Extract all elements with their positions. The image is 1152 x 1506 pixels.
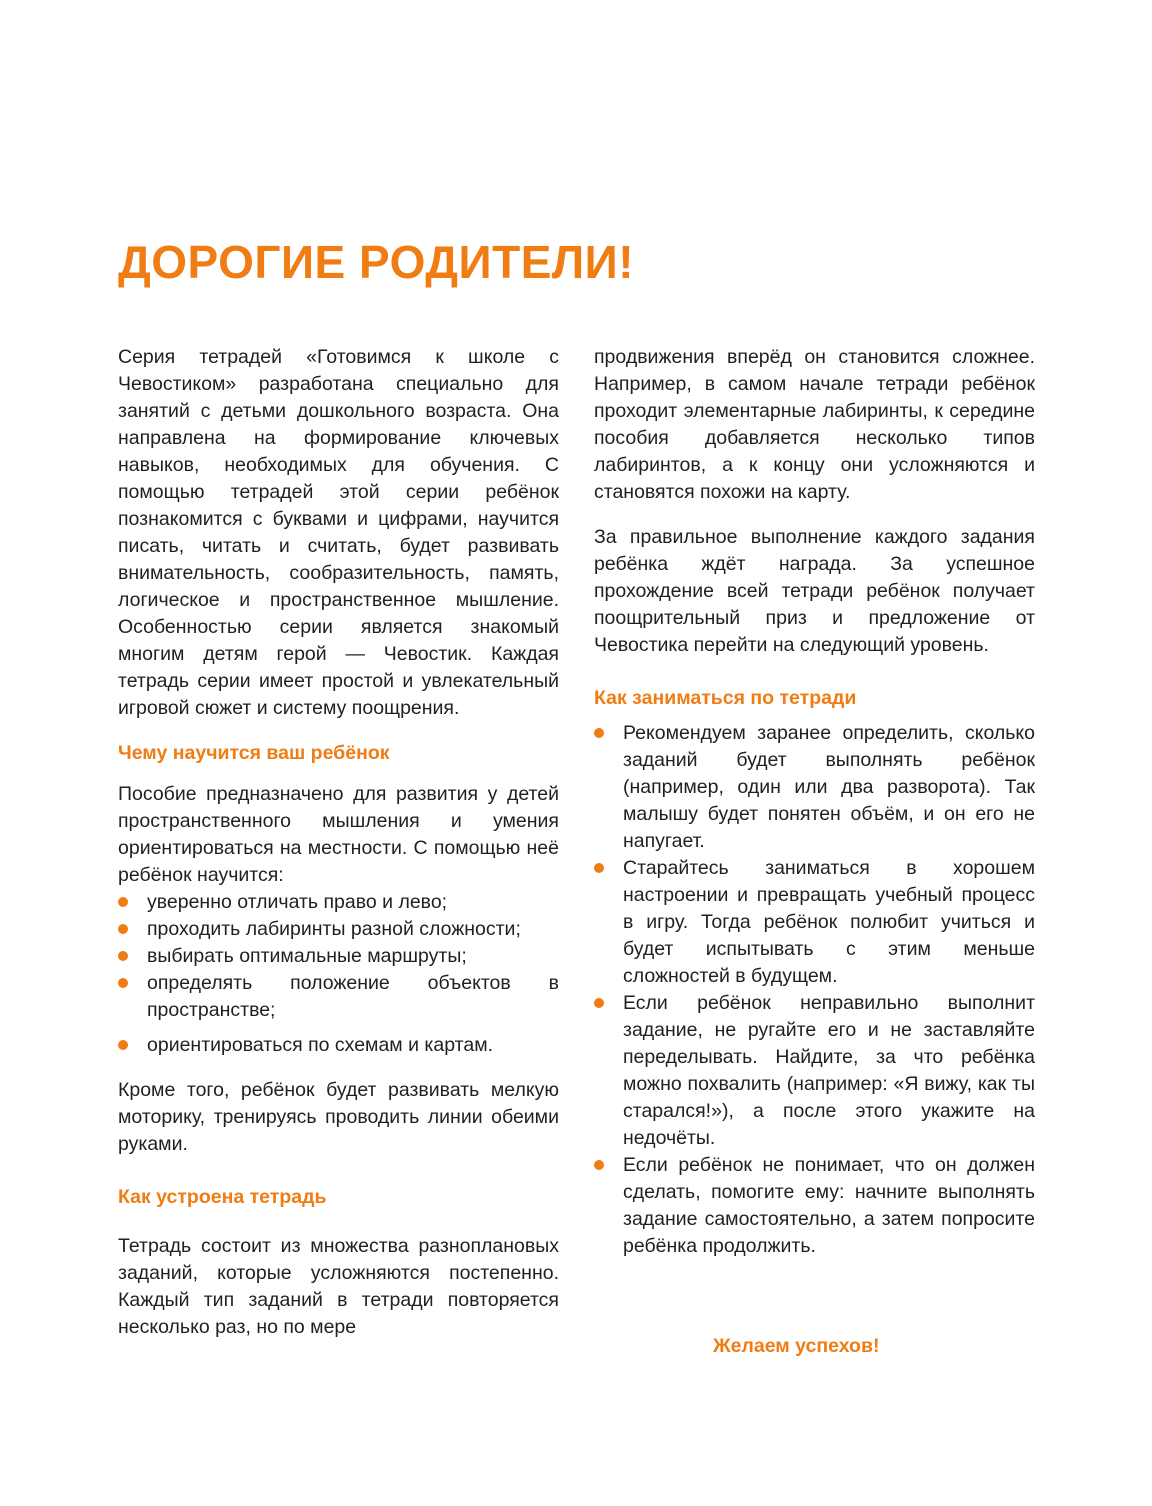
intro-paragraph: Серия тетрадей «Готовимся к школе с Чевостиком» разработана специально для занятий с детьми дошкольного возраста. Она направлена на формирование ключевых навыков, необходимых для обучения. С помощью тетрадей этой серии ребёнок познакомится с буквами и цифрами, научится писать, читать и считать, будет развивать внимательность, сообразительность, память, логическое и пространственное мышление. Особенностью серии является знакомый многим детям герой — Чевостик. Каждая тетрадь серии имеет простой и увлекательный игровой сюжет и систему поощрения. bbox=[118, 346, 559, 719]
reward-paragraph: За правильное выполнение каждого задания ребёнка ждёт награда. За успешное прохождение всей тетради ребёнок получает поощрительный приз и предложение от Чевостика перейти на следующий уровень. bbox=[594, 526, 1035, 656]
list-item: выбирать оптимальные маршруты; bbox=[118, 943, 559, 970]
list-item: уверенно отличать право и лево; bbox=[118, 889, 559, 916]
bullet-dot-icon bbox=[594, 998, 604, 1008]
bullet-dot-icon bbox=[118, 924, 128, 934]
skills-list bbox=[118, 889, 559, 1059]
list-item: определять положение объектов в пространстве; bbox=[118, 970, 559, 1024]
left-column bbox=[118, 344, 559, 1359]
bullet-dot-icon bbox=[118, 978, 128, 988]
bullet-dot-icon bbox=[594, 1160, 604, 1170]
list-item: Если ребёнок неправильно выполнит задание, не ругайте его и не заставляйте переделывать. Найдите, за что ребёнка можно похвалить (например: «Я вижу, как ты старался!»), а после этого укажите на недочёты. bbox=[594, 990, 1035, 1152]
section-heading-what-child-learns: Чему научится ваш ребёнок bbox=[118, 742, 390, 764]
closing-wish: Желаем успехов! bbox=[713, 1335, 880, 1357]
section2-paragraph: Тетрадь состоит из множества разноплановых заданий, которые усложняются постепенно. Каждый тип заданий в тетради повторяется несколько раз, но по мере bbox=[118, 1235, 559, 1338]
fine-motor-paragraph: Кроме того, ребёнок будет развивать мелкую моторику, тренируясь проводить линии обеими руками. bbox=[118, 1079, 559, 1155]
tips-list bbox=[594, 720, 1035, 1260]
list-item: Если ребёнок не понимает, что он должен сделать, помогите ему: начните выполнять задание самостоятельно, а затем попросите ребёнка продолжить. bbox=[594, 1152, 1035, 1260]
list-item: Старайтесь заниматься в хорошем настроении и превращать учебный процесс в игру. Тогда ребёнок полюбит учиться и будет испытывать с этим меньше сложностей в будущем. bbox=[594, 855, 1035, 990]
list-item: проходить лабиринты разной сложности; bbox=[118, 916, 559, 943]
bullet-dot-icon bbox=[594, 728, 604, 738]
list-item: ориентироваться по схемам и картам. bbox=[118, 1032, 559, 1059]
section-heading-how-workbook-built: Как устроена тетрадь bbox=[118, 1186, 327, 1208]
bullet-dot-icon bbox=[118, 897, 128, 907]
bullet-dot-icon bbox=[594, 863, 604, 873]
section-heading-how-to-study: Как заниматься по тетради bbox=[594, 687, 857, 709]
bullet-dot-icon bbox=[118, 951, 128, 961]
page-title: ДОРОГИЕ РОДИТЕЛИ! bbox=[118, 236, 635, 288]
list-item: Рекомендуем заранее определить, сколько заданий будет выполнять ребёнок (например, один или два разворота). Так малышу будет понятен объём, и он его не напугает. bbox=[594, 720, 1035, 855]
continuation-paragraph: продвижения вперёд он становится сложнее. Например, в самом начале тетради ребёнок проходит элементарные лабиринты, к середине пособия добавляется несколько типов лабиринтов, а к концу они усложняются и становятся похожи на карту. bbox=[594, 346, 1035, 503]
right-column bbox=[594, 344, 1035, 1278]
section1-paragraph: Пособие предназначено для развития у детей пространственного мышления и умения ориентироваться на местности. С помощью неё ребёнок научится: bbox=[118, 783, 559, 886]
bullet-dot-icon bbox=[118, 1040, 128, 1050]
